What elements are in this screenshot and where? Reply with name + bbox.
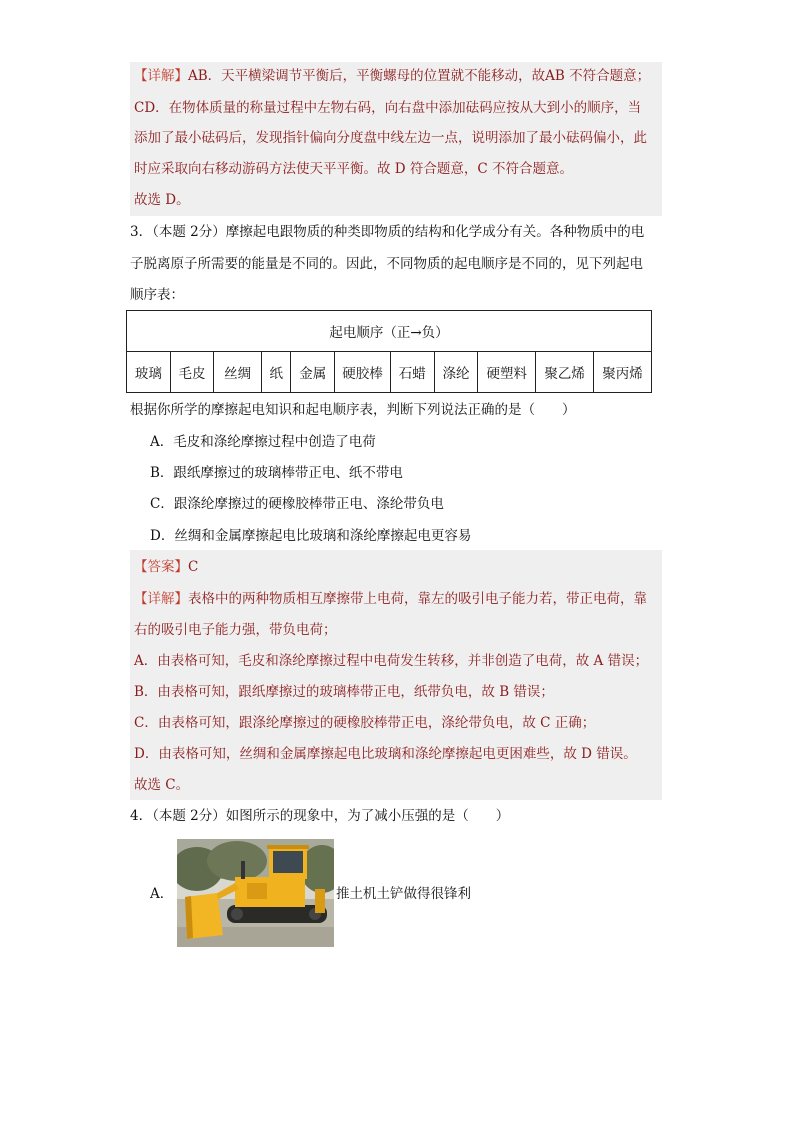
q3-explain-d: D．由表格可知，丝绸和金属摩擦起电比玻璃和涤纶摩擦起电更困难些，故 D 错误。 <box>134 746 637 762</box>
q3-explain-a: A．由表格可知，毛皮和涤纶摩擦过程中电荷发生转移，并非创造了电荷，故 A 错误； <box>134 653 649 669</box>
table-cell: 玻璃 <box>127 352 171 393</box>
q3-explain-b: B．由表格可知，跟纸摩擦过的玻璃棒带正电，纸带负电，故 B 错误； <box>134 684 554 700</box>
table-row <box>127 352 652 393</box>
bulldozer-illustration <box>177 839 334 947</box>
charge-sequence-table <box>126 310 652 393</box>
q3-stem-line-3: 顺序表： <box>130 287 184 303</box>
detail-tag: 【详解】 <box>134 68 188 84</box>
q4-option-a-label: A． <box>150 886 174 902</box>
table-cell: 硬胶棒 <box>335 352 391 393</box>
bulldozer-image <box>177 839 334 947</box>
table-cell: 金属 <box>291 352 335 393</box>
table-cell: 石蜡 <box>390 352 434 393</box>
explanation-line-4: 时应采取向右移动游码方法使天平平衡。故 D 符合题意，C 不符合题意。 <box>134 161 574 177</box>
detail-tag: 【详解】 <box>134 591 188 607</box>
explanation-line-1: 【详解】AB．天平横梁调节平衡后，平衡螺母的位置就不能移动，故AB 不符合题意； <box>134 68 651 84</box>
q3-stem-line-1: 3．（本题 2分）摩擦起电跟物质的种类即物质的结构和化学成分有关。各种物质中的电 <box>130 224 645 240</box>
table-cell: 聚丙烯 <box>594 352 652 393</box>
table-cell: 硬塑料 <box>478 352 536 393</box>
q3-stem-line-2: 子脱离原子所需要的能量是不同的。因此，不同物质的起电顺序是不同的，见下列起电 <box>130 256 643 272</box>
q3-prompt: 根据你所学的摩擦起电知识和起电顺序表，判断下列说法正确的是（ ） <box>130 402 576 418</box>
table-cell: 丝绸 <box>214 352 262 393</box>
q3-explain-c: C．由表格可知，跟涤纶摩擦过的硬橡胶棒带正电，涤纶带负电，故 C 正确； <box>134 715 596 731</box>
q3-option-c: C．跟涤纶摩擦过的硬橡胶棒带正电、涤纶带负电 <box>150 496 444 512</box>
explanation-conclusion: 故选 D。 <box>134 192 190 208</box>
explanation-line-2: CD．在物体质量的称量过程中左物右码，向右盘中添加砝码应按从大到小的顺序，当 <box>134 100 642 116</box>
q4-stem: 4．（本题 2分）如图所示的现象中，为了减小压强的是（ ） <box>130 808 510 824</box>
q4-option-a-text: 推土机土铲做得很锋利 <box>336 886 471 902</box>
table-cell: 纸 <box>262 352 291 393</box>
table-cell: 毛皮 <box>170 352 214 393</box>
q3-explain-line-1: 【详解】表格中的两种物质相互摩擦带上电荷，靠左的吸引电子能力若，带正电荷，靠 <box>134 591 647 607</box>
q3-option-a: A．毛皮和涤纶摩擦过程中创造了电荷 <box>150 434 376 450</box>
answer-tag: 【答案】 <box>134 559 188 575</box>
table-cell: 涤纶 <box>434 352 478 393</box>
q3-conclusion: 故选 C。 <box>134 777 190 793</box>
q3-option-d: D．丝绸和金属摩擦起电比玻璃和涤纶摩擦起电更容易 <box>150 528 472 544</box>
q3-answer: 【答案】C <box>134 559 199 575</box>
table-cell: 聚乙烯 <box>536 352 594 393</box>
q3-explain-line-2: 右的吸引电子能力强，带负电荷； <box>134 622 337 638</box>
q3-option-b: B．跟纸摩擦过的玻璃棒带正电、纸不带电 <box>150 465 403 481</box>
table-title: 起电顺序（正→负） <box>127 311 652 352</box>
explanation-line-3: 添加了最小砝码后，发现指针偏向分度盘中线左边一点，说明添加了最小砝码偏小，此 <box>134 130 647 146</box>
